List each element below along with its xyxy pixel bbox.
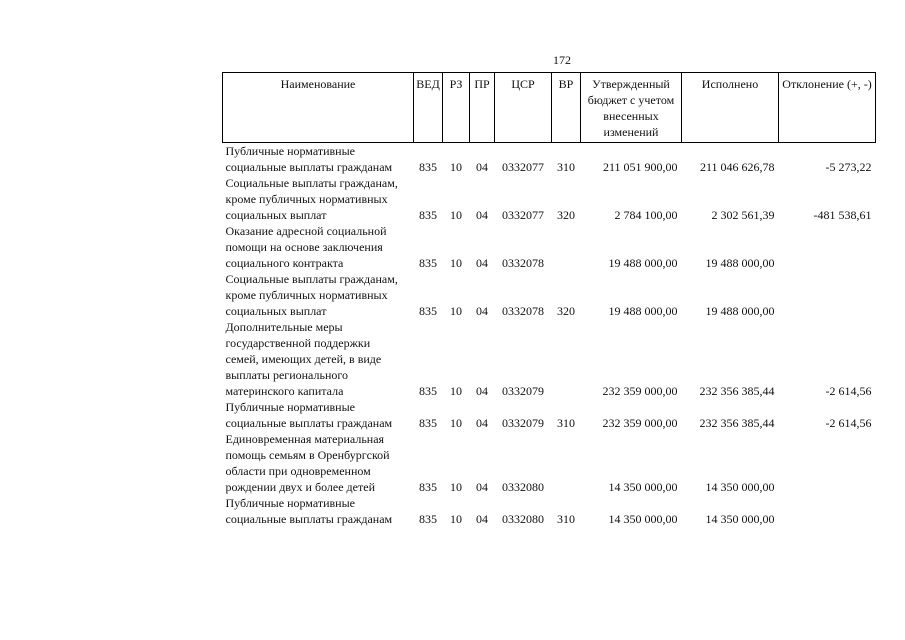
cell-vr: 310: [557, 160, 575, 174]
cell-name-line: социальных выплат: [225, 208, 327, 222]
cell-deviation: -481 538,61: [813, 208, 872, 222]
cell-name-line: помощь семьям в Оренбургской: [225, 448, 390, 462]
cell-approved: 19 488 000,00: [608, 304, 678, 318]
table-row: [223, 223, 876, 271]
cell-pr: 04: [476, 384, 488, 398]
cell-csr: 0332077: [502, 160, 544, 174]
cell-name-line: семей, имеющих детей, в виде: [225, 352, 382, 366]
cell-ved: 835: [419, 384, 437, 398]
cell-executed: 14 350 000,00: [705, 512, 775, 526]
cell-csr: 0332078: [502, 304, 544, 318]
cell-vr: 320: [557, 208, 575, 222]
cell-name: [223, 175, 414, 223]
cell-pr: 04: [476, 416, 488, 430]
cell-approved: 232 359 000,00: [602, 416, 678, 430]
cell-rz: 10: [450, 256, 462, 270]
cell-csr: 0332078: [502, 256, 544, 270]
cell-deviation: [779, 431, 876, 495]
cell-pr: 04: [476, 304, 488, 318]
cell-name-line: Единовременная материальная: [225, 432, 385, 446]
cell-executed: 232 356 385,44: [699, 416, 775, 430]
cell-name-line: кроме публичных нормативных: [225, 288, 388, 302]
header-ved: ВЕД: [414, 73, 443, 143]
cell-approved: 19 488 000,00: [608, 256, 678, 270]
cell-name-line: Публичные нормативные: [225, 400, 355, 414]
cell-name-line: социальные выплаты гражданам: [225, 160, 393, 174]
cell-deviation: -5 273,22: [825, 160, 872, 174]
cell-executed: 211 046 626,78: [699, 160, 775, 174]
cell-name-line: Публичные нормативные: [225, 496, 355, 510]
header-executed: Исполнено: [682, 73, 779, 143]
header-csr: ЦСР: [495, 73, 552, 143]
cell-executed: 2 302 561,39: [711, 208, 775, 222]
cell-csr: 0332080: [502, 512, 544, 526]
cell-vr: [552, 223, 581, 271]
header-vr: ВР: [552, 73, 581, 143]
cell-vr: [552, 431, 581, 495]
cell-deviation: -2 614,56: [825, 384, 872, 398]
cell-approved: 232 359 000,00: [602, 384, 678, 398]
table-row: [223, 271, 876, 319]
cell-vr: 320: [557, 304, 575, 318]
cell-name-line: социальных выплат: [225, 304, 327, 318]
table-row: [223, 399, 876, 431]
page-number: 172: [553, 53, 571, 67]
budget-table: [222, 72, 876, 527]
cell-vr: 310: [557, 512, 575, 526]
cell-approved: 211 051 900,00: [602, 160, 678, 174]
cell-name-line: государственной поддержки: [225, 336, 371, 350]
cell-name-line: выплаты регионального: [225, 368, 348, 382]
cell-approved: 14 350 000,00: [608, 480, 678, 494]
cell-name-line: рождении двух и более детей: [225, 480, 375, 494]
cell-rz: 10: [450, 416, 462, 430]
cell-csr: 0332079: [502, 384, 544, 398]
cell-executed: 19 488 000,00: [705, 304, 775, 318]
cell-rz: 10: [450, 384, 462, 398]
cell-ved: 835: [419, 304, 437, 318]
cell-csr: 0332079: [502, 416, 544, 430]
cell-name: [223, 431, 414, 495]
cell-name-line: кроме публичных нормативных: [225, 192, 388, 206]
table-body: [223, 143, 876, 528]
cell-ved: 835: [419, 416, 437, 430]
cell-name: [223, 399, 414, 431]
cell-name-line: области при одновременном: [225, 464, 371, 478]
cell-name-line: материнского капитала: [225, 384, 344, 398]
header-name: Наименование: [223, 73, 414, 143]
cell-name-line: помощи на основе заключения: [225, 240, 383, 254]
cell-csr: 0332077: [502, 208, 544, 222]
cell-approved: 14 350 000,00: [608, 512, 678, 526]
cell-name-line: Публичные нормативные: [225, 144, 355, 158]
cell-deviation: -2 614,56: [825, 416, 872, 430]
cell-csr: 0332080: [502, 480, 544, 494]
header-approved: Утвержденный бюджет с учетом внесенных изменений: [581, 73, 682, 143]
cell-rz: 10: [450, 160, 462, 174]
cell-name-line: Социальные выплаты гражданам,: [225, 272, 398, 286]
cell-name-line: Оказание адресной социальной: [225, 224, 387, 238]
cell-ved: 835: [419, 208, 437, 222]
table-row: [223, 175, 876, 223]
cell-name: [223, 271, 414, 319]
cell-ved: 835: [419, 256, 437, 270]
cell-approved: 2 784 100,00: [614, 208, 678, 222]
cell-vr: [552, 319, 581, 399]
table-row: [223, 143, 876, 176]
table-row: [223, 495, 876, 527]
cell-ved: 835: [419, 512, 437, 526]
cell-pr: 04: [476, 208, 488, 222]
cell-rz: 10: [450, 304, 462, 318]
cell-name: [223, 143, 414, 176]
cell-name-line: Социальные выплаты гражданам,: [225, 176, 398, 190]
cell-name-line: социального контракта: [225, 256, 344, 270]
cell-name: [223, 223, 414, 271]
cell-pr: 04: [476, 512, 488, 526]
header-pr: ПР: [470, 73, 495, 143]
cell-ved: 835: [419, 480, 437, 494]
cell-name: [223, 495, 414, 527]
cell-rz: 10: [450, 480, 462, 494]
cell-vr: 310: [557, 416, 575, 430]
cell-executed: 14 350 000,00: [705, 480, 775, 494]
header-deviation: Отклонение (+, -): [779, 73, 876, 143]
cell-executed: 19 488 000,00: [705, 256, 775, 270]
cell-deviation: [779, 223, 876, 271]
cell-pr: 04: [476, 480, 488, 494]
cell-name-line: социальные выплаты гражданам: [225, 512, 393, 526]
cell-deviation: [779, 495, 876, 527]
cell-rz: 10: [450, 208, 462, 222]
cell-rz: 10: [450, 512, 462, 526]
cell-ved: 835: [419, 160, 437, 174]
table-row: [223, 319, 876, 399]
cell-pr: 04: [476, 256, 488, 270]
table-header-row: [223, 73, 876, 143]
cell-deviation: [779, 271, 876, 319]
cell-name-line: социальные выплаты гражданам: [225, 416, 393, 430]
cell-name-line: Дополнительные меры: [225, 320, 343, 334]
cell-name: [223, 319, 414, 399]
header-rz: РЗ: [443, 73, 470, 143]
cell-pr: 04: [476, 160, 488, 174]
table-row: [223, 431, 876, 495]
cell-executed: 232 356 385,44: [699, 384, 775, 398]
